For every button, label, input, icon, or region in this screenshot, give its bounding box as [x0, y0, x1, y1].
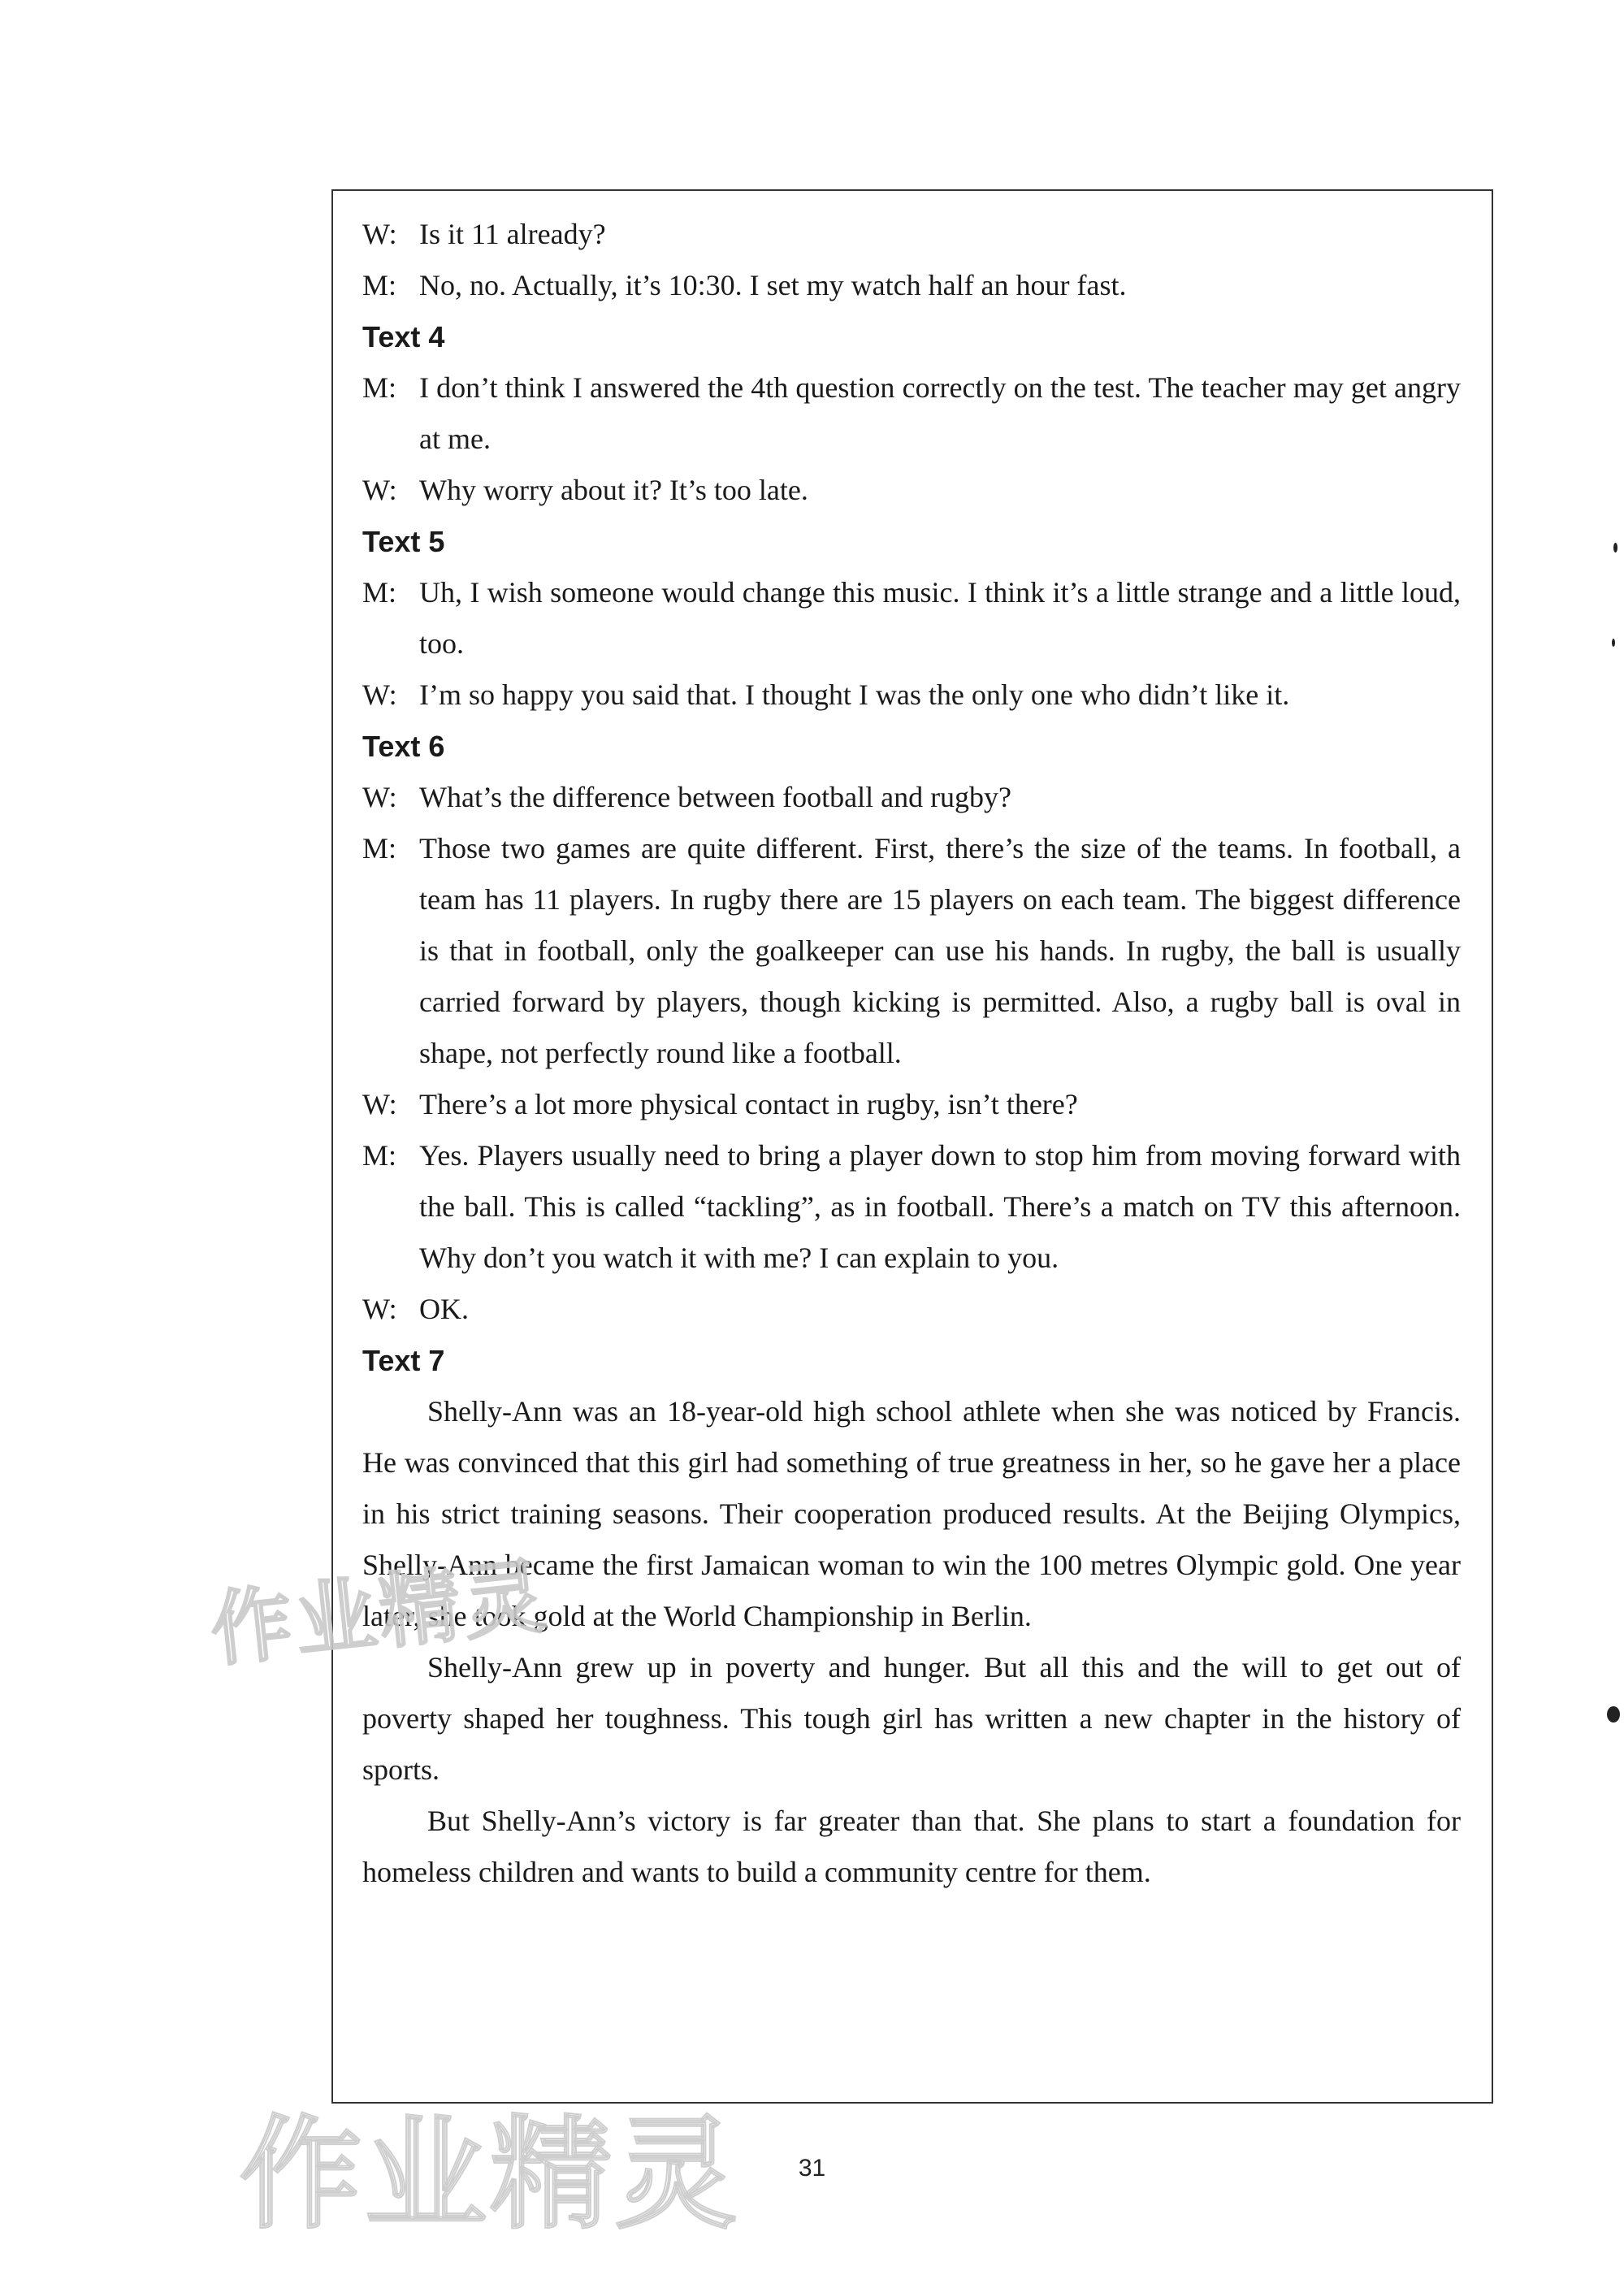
section-heading-text5: Text 5	[362, 525, 445, 558]
section-heading-text6: Text 6	[362, 730, 445, 763]
speaker-label: W:	[362, 218, 397, 250]
transcript-box	[331, 189, 1493, 2104]
watermark-logo: 作业精灵	[206, 1548, 552, 1679]
section-heading-text7: Text 7	[362, 1344, 445, 1377]
dialogue-text: No, no. Actually, it’s 10:30. I set my watch half an hour fast.	[419, 269, 1127, 301]
dialogue-line	[362, 1130, 1461, 1284]
speaker-label: M:	[362, 269, 397, 301]
dialogue-text: Yes. Players usually need to bring a player down to stop him from moving forward with the ball. This is called “tackling”, as in football. There’s a match on TV this afternoon. Why don’t you watch it with me? I can explain to you.	[419, 1139, 1461, 1274]
scan-speck	[1612, 639, 1615, 647]
dialogue-line	[362, 567, 1461, 670]
dialogue-line	[362, 260, 1461, 311]
dialogue-line	[362, 670, 1461, 721]
watermark-logo: 作业精灵	[240, 2104, 741, 2246]
dialogue-text: I’m so happy you said that. I thought I was the only one who didn’t like it.	[419, 678, 1290, 711]
speaker-label: W:	[362, 678, 397, 711]
dialogue-text: Is it 11 already?	[419, 218, 606, 250]
speaker-label: M:	[362, 371, 397, 404]
passage-paragraph: Shelly-Ann grew up in poverty and hunger. But all this and the will to get out of poverty shaped her toughness. This tough girl has written a new chapter in the history of sports.	[362, 1651, 1461, 1786]
dialogue-text: Those two games are quite different. First, there’s the size of the teams. In football, a team has 11 players. In rugby there are 15 players on each team. The biggest difference is that in football, only the goalkeeper can use his hands. In rugby, the ball is usually carried forward by players, though kicking is permitted. Also, a rugby ball is oval in shape, not perfectly round like a football.	[419, 832, 1461, 1069]
speaker-label: W:	[362, 1293, 397, 1325]
scan-speck	[1613, 543, 1618, 552]
scan-speck	[1607, 1706, 1620, 1722]
passage-paragraph: Shelly-Ann was an 18-year-old high school athlete when she was noticed by Francis. He was convinced that this girl had something of true greatness in her, so he gave her a place in his strict training seasons. Their cooperation produced results. At the Beijing Olympics, Shelly-Ann became the first Jamaican woman to win the 100 metres Olympic gold. One year later, she took gold at the World Championship in Berlin.	[362, 1395, 1461, 1632]
speaker-label: W:	[362, 781, 397, 813]
dialogue-line	[362, 1079, 1461, 1130]
dialogue-line	[362, 772, 1461, 823]
speaker-label: W:	[362, 1088, 397, 1120]
dialogue-line	[362, 209, 1461, 260]
dialogue-line	[362, 1284, 1461, 1335]
speaker-label: M:	[362, 576, 397, 609]
dialogue-line	[362, 362, 1461, 465]
passage-paragraph: But Shelly-Ann’s victory is far greater than that. She plans to start a foundation for homeless children and wants to build a community centre for them.	[362, 1805, 1461, 1888]
speaker-label: M:	[362, 1139, 397, 1172]
dialogue-text: What’s the difference between football and rugby?	[419, 781, 1012, 813]
page-number: 31	[798, 2155, 826, 2182]
section-heading-text4: Text 4	[362, 320, 445, 353]
dialogue-text: Uh, I wish someone would change this music. I think it’s a little strange and a little loud, too.	[419, 576, 1461, 660]
speaker-label: M:	[362, 832, 397, 864]
dialogue-line	[362, 465, 1461, 516]
speaker-label: W:	[362, 474, 397, 506]
dialogue-text: Why worry about it? It’s too late.	[419, 474, 808, 506]
dialogue-text: There’s a lot more physical contact in rugby, isn’t there?	[419, 1088, 1078, 1120]
dialogue-text: I don’t think I answered the 4th question correctly on the test. The teacher may get angry at me.	[419, 371, 1461, 455]
dialogue-line	[362, 823, 1461, 1079]
dialogue-text: OK.	[419, 1293, 469, 1325]
